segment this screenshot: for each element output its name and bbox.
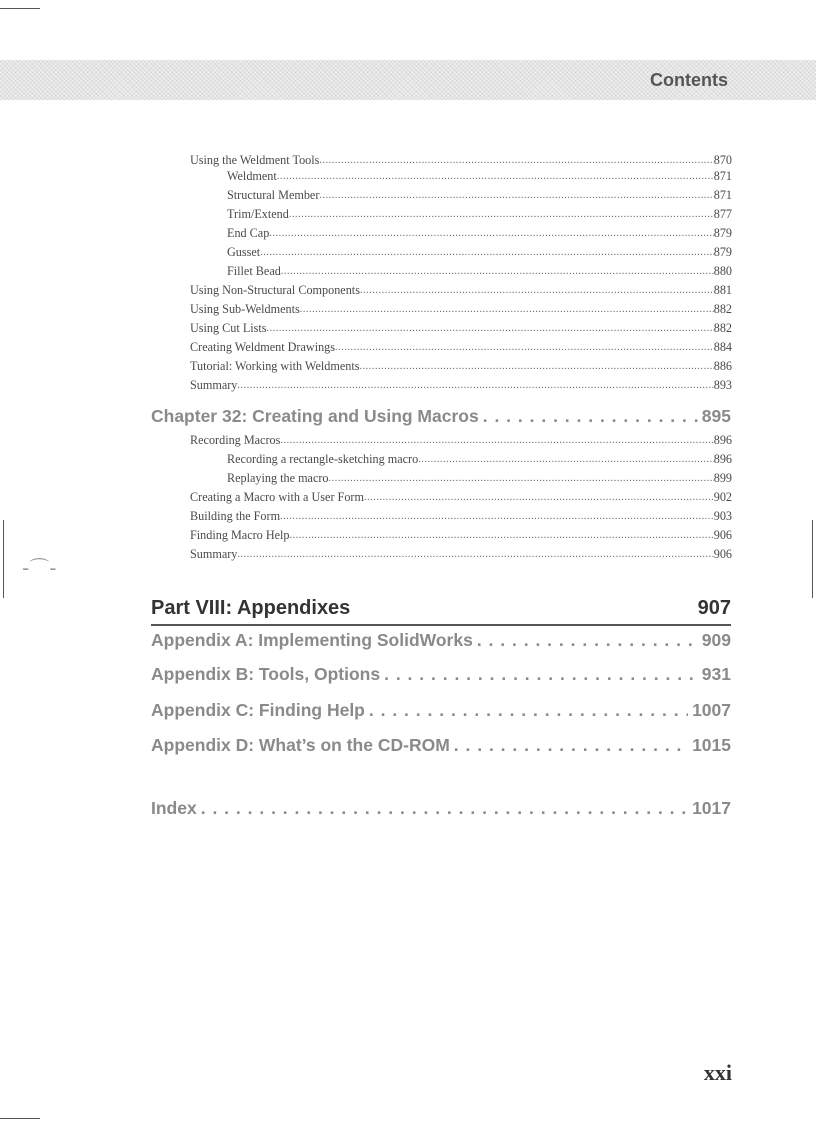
appendix-page: 1007 [692,700,731,720]
toc-entry[interactable] [190,432,732,448]
toc-entry-title: Structural Member [227,188,320,202]
toc-leader-dots [329,472,714,486]
toc-entry-page: 884 [713,340,732,354]
toc-leader-dots [360,284,714,298]
toc-entry-title: Using Non-Structural Components [190,283,360,297]
toc-entry-title: Using Sub-Weldments [190,302,300,316]
toc-entry[interactable] [190,339,732,355]
appendix-heading[interactable] [151,698,731,722]
toc-entry-title: Summary [190,547,238,561]
toc-entry-title: Fillet Bead [227,264,281,278]
toc-entry-page: 893 [713,378,732,392]
toc-leader-dots [280,434,713,448]
toc-entry-title: Summary [190,378,238,392]
toc-leader-dots [237,379,713,393]
toc-entry[interactable] [190,282,732,298]
toc-leader-dots [477,628,698,652]
toc-entry[interactable] [190,152,732,168]
toc-entry[interactable] [190,358,732,374]
toc-entry[interactable] [190,527,732,543]
crop-mark-left-vertical [3,520,4,598]
crop-mark-top-left [0,8,40,9]
toc-entry-page: 870 [713,153,732,167]
toc-leader-dots [260,246,714,260]
toc-entry-title: Weldment [227,169,277,183]
chapter-title: Chapter 32: Creating and Using Macros [151,406,479,426]
appendix-page: 931 [701,664,731,684]
toc-leader-dots [359,360,713,374]
toc-entry[interactable] [227,187,732,203]
toc-entry-page: 899 [713,471,732,485]
toc-leader-dots [454,733,688,757]
toc-entry[interactable] [190,508,732,524]
chapter-heading[interactable] [151,404,731,428]
toc-entry-page: 882 [713,321,732,335]
toc-entry-page: 906 [713,547,732,561]
appendix-page: 1015 [692,735,731,755]
toc-leader-dots [369,698,688,722]
toc-entry-title: End Cap [227,226,270,240]
toc-entry-page: 877 [713,207,732,221]
appendix-title: Appendix B: Tools, Options [151,664,381,684]
toc-leader-dots [237,548,713,562]
toc-leader-dots [289,208,714,222]
toc-entry-page: 879 [713,245,732,259]
toc-entry[interactable] [227,470,732,486]
toc-entry[interactable] [190,301,732,317]
toc-entry-page: 903 [713,509,732,523]
toc-leader-dots [280,510,714,524]
chapter-page: 895 [701,406,731,426]
toc-entry-page: 902 [713,490,732,504]
toc-entry-title: Gusset [227,245,261,259]
appendix-heading[interactable] [151,733,731,757]
toc-entry-title: Recording a rectangle-sketching macro [227,452,419,466]
toc-entry[interactable] [190,546,732,562]
toc-entry-title: Using Cut Lists [190,321,267,335]
toc-entry-title: Finding Macro Help [190,528,290,542]
appendix-title: Appendix C: Finding Help [151,700,365,720]
toc-entry[interactable] [227,263,732,279]
toc-entry-title: Building the Form [190,509,281,523]
appendix-title: Appendix D: What’s on the CD-ROM [151,735,450,755]
toc-entry[interactable] [190,489,732,505]
appendix-title: Appendix A: Implementing SolidWorks [151,630,473,650]
appendix-page: 909 [701,630,731,650]
toc-entry-title: Creating a Macro with a User Form [190,490,364,504]
toc-leader-dots [277,170,714,184]
toc-entry[interactable] [227,206,732,222]
toc-leader-dots [300,303,714,317]
toc-leader-dots [418,453,714,467]
toc-entry-page: 906 [713,528,732,542]
toc-entry-page: 882 [713,302,732,316]
toc-leader-dots [483,404,698,428]
toc-entry-page: 871 [713,169,732,183]
toc-entry[interactable] [227,168,732,184]
toc-entry[interactable] [190,377,732,393]
toc-leader-dots [267,322,714,336]
toc-entry-page: 881 [713,283,732,297]
toc-entry[interactable] [227,244,732,260]
index-heading[interactable] [151,796,731,820]
toc-leader-dots [364,491,714,505]
toc-entry-title: Tutorial: Working with Weldments [190,359,360,373]
header-band [0,60,816,100]
header-title: Contents [650,70,728,90]
appendix-heading[interactable] [151,628,731,652]
page-number: xxi [703,1060,732,1085]
toc-leader-dots [335,341,714,355]
toc-entry-title: Recording Macros [190,433,281,447]
toc-entry-page: 896 [713,433,732,447]
crop-mark-bottom-left [0,1118,40,1119]
appendix-heading[interactable] [151,662,731,686]
toc-entry-page: 886 [713,359,732,373]
toc-leader-dots [319,154,713,168]
toc-entry[interactable] [190,320,732,336]
toc-entry[interactable] [227,451,732,467]
toc-entry-page: 880 [713,264,732,278]
toc-entry-title: Replaying the macro [227,471,329,485]
toc-entry-title: Trim/Extend [227,207,289,221]
toc-entry-title: Creating Weldment Drawings [190,340,336,354]
toc-entry-title: Using the Weldment Tools [190,153,320,167]
toc-leader-dots [319,189,713,203]
toc-entry[interactable] [227,225,732,241]
toc-entry-page: 871 [713,188,732,202]
toc-entry-page: 879 [713,226,732,240]
index-title: Index [151,798,197,818]
toc-leader-dots [281,265,714,279]
toc-leader-dots [384,662,698,686]
toc-entry-page: 896 [713,452,732,466]
toc-leader-dots [201,796,688,820]
crop-mark-right-vertical [812,520,813,598]
part-heading[interactable] [151,590,731,626]
toc-leader-dots [269,227,713,241]
index-page: 1017 [692,798,731,818]
registration-mark-icon: -⌒- [22,556,57,580]
part-page: 907 [697,597,731,619]
part-title: Part VIII: Appendixes [151,597,351,619]
toc-leader-dots [290,529,714,543]
